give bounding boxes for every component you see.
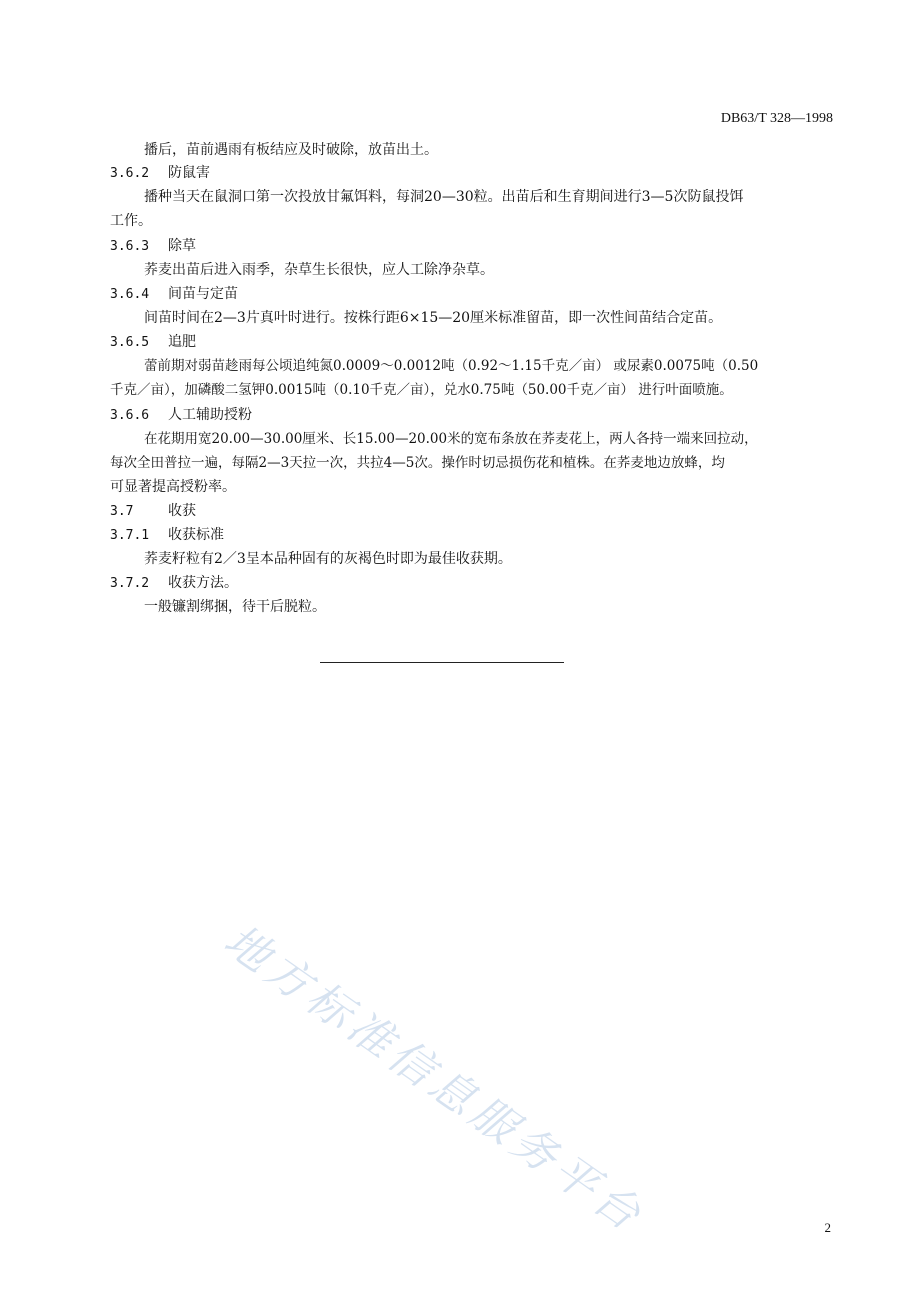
section-number: 3.6.5	[110, 335, 150, 350]
end-divider	[320, 662, 564, 663]
paragraph-3-6-2-line2: 工作。	[110, 213, 152, 229]
section-title: 收获方法。	[168, 575, 238, 591]
section-heading-3-7	[110, 502, 196, 521]
section-number: 3.7.1	[110, 528, 150, 543]
watermark: 地方标准信息服务平台	[214, 914, 654, 1244]
page-number: 2	[824, 1220, 831, 1235]
section-heading-3-6-6	[110, 406, 252, 425]
paragraph-3-7-1: 荞麦籽粒有2／3呈本品种固有的灰褐色时即为最佳收获期。	[144, 551, 512, 567]
paragraph-3-6-4: 间苗时间在2—3片真叶时进行。按株行距6×15—20厘米标准留苗，即一次性间苗结合定苗。	[144, 310, 723, 326]
paragraph-3-6-6-line1: 在花期用宽20.00—30.00厘米、长15.00—20.00米的宽布条放在荞麦花上，两人各持一端来回拉动，	[144, 431, 758, 447]
section-title: 防鼠害	[168, 165, 210, 181]
paragraph-3-6-6-line2: 每次全田普拉一遍，每隔2—3天拉一次，共拉4—5次。操作时切忌损伤花和植株。在荞麦地边放蜂，均	[110, 455, 725, 471]
paragraph-3-6-5-line2: 千克／亩），加磷酸二氢钾0.0015吨（0.10千克／亩），兑水0.75吨（50.00千克／亩） 进行叶面喷施。	[110, 382, 733, 398]
section-number: 3.6.3	[110, 239, 150, 254]
section-title: 收获	[168, 503, 196, 519]
paragraph-3-6-5-line1: 蕾前期对弱苗趁雨每公顷追纯氮0.0009～0.0012吨（0.92～1.15千克／亩） 或尿素0.0075吨（0.50	[144, 358, 759, 374]
section-title: 收获标准	[168, 527, 224, 543]
section-number: 3.6.2	[110, 166, 150, 181]
paragraph-3-7-2: 一般镰割绑捆，待干后脱粒。	[144, 599, 326, 615]
section-number: 3.6.4	[110, 287, 150, 302]
section-heading-3-7-2	[110, 574, 238, 593]
section-number: 3.7.2	[110, 576, 150, 591]
section-number: 3.6.6	[110, 408, 150, 423]
section-number: 3.7	[110, 504, 134, 519]
paragraph-3-6-2-line1: 播种当天在鼠洞口第一次投放甘氟饵料，每洞20—30粒。出苗后和生育期间进行3—5次防鼠投饵	[144, 189, 744, 205]
section-heading-3-6-3	[110, 237, 196, 256]
section-title: 除草	[168, 238, 196, 254]
section-heading-3-6-4	[110, 285, 238, 304]
document-code: DB63/T 328—1998	[720, 111, 833, 126]
section-heading-3-6-2	[110, 164, 210, 183]
section-heading-3-7-1	[110, 526, 224, 545]
section-heading-3-6-5	[110, 333, 196, 352]
section-title: 追肥	[168, 334, 196, 350]
section-title: 人工辅助授粉	[168, 407, 252, 423]
paragraph-3-6-3: 荞麦出苗后进入雨季，杂草生长很快，应人工除净杂草。	[144, 262, 494, 278]
paragraph-3-6-6-line3: 可显著提高授粉率。	[110, 479, 236, 495]
paragraph-after-sowing: 播后，苗前遇雨有板结应及时破除，放苗出土。	[144, 142, 438, 158]
section-title: 间苗与定苗	[168, 286, 238, 302]
